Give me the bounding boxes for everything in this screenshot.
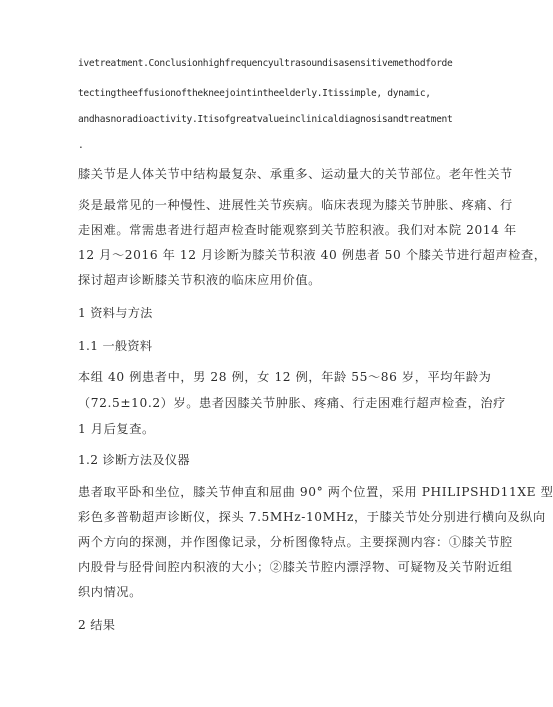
intro-line: 12 月～2016 年 12 月诊断为膝关节积液 40 例患者 50 个膝关节进行超声检查，: [78, 248, 547, 262]
body-line: 织内情况。: [78, 585, 142, 599]
subsection-heading: 1.2 诊断方法及仪器: [78, 453, 190, 467]
section-heading: 2 结果: [78, 618, 116, 632]
body-line: 彩色多普勒超声诊断仪，探头 7.5MHz-10MHz，于膝关节处分别进行横向及纵向: [78, 510, 546, 524]
section-heading: 1 资料与方法: [78, 306, 153, 320]
body-line: 1 月后复查。: [78, 422, 155, 436]
body-line: 内股骨与胫骨间腔内积液的大小；②膝关节腔内漂浮物、可疑物及关节附近组: [78, 560, 513, 574]
body-line: （72.5±10.2）岁。患者因膝关节肿胀、疼痛、行走困难行超声检查，治疗: [78, 396, 506, 410]
intro-line: 膝关节是人体关节中结构最复杂、承重多、运动量大的关节部位。老年性关节: [78, 167, 513, 181]
abstract-line: ivetreatment.Conclusionhighfrequencyultrasoundisasensitivemethodforde: [78, 58, 453, 69]
subsection-heading: 1.1 一般资料: [78, 339, 153, 353]
intro-line: 探讨超声诊断膝关节积液的临床应用价值。: [78, 273, 321, 287]
abstract-line: tectingtheeffusionofthekneejointintheelderly.Itissimple, dynamic,: [78, 88, 431, 99]
intro-line: 炎是最常见的一种慢性、进展性关节疾病。临床表现为膝关节肿胀、疼痛、行: [78, 198, 513, 212]
body-line: 患者取平卧和坐位，膝关节伸直和屈曲 90° 两个位置，采用 PHILIPSHD11XE 型: [78, 485, 553, 499]
abstract-line: .: [78, 140, 84, 151]
intro-line: 走困难。常需患者进行超声检查时能观察到关节腔积液。我们对本院 2014 年: [78, 223, 517, 237]
body-line: 本组 40 例患者中，男 28 例，女 12 例，年龄 55～86 岁，平均年龄为: [78, 370, 492, 384]
body-line: 两个方向的探测，并作图像记录，分析图像特点。主要探测内容：①膝关节腔: [78, 535, 513, 549]
abstract-line: andhasnoradioactivity.Itisofgreatvalueinclinicaldiagnosisandtreatment: [78, 114, 453, 125]
